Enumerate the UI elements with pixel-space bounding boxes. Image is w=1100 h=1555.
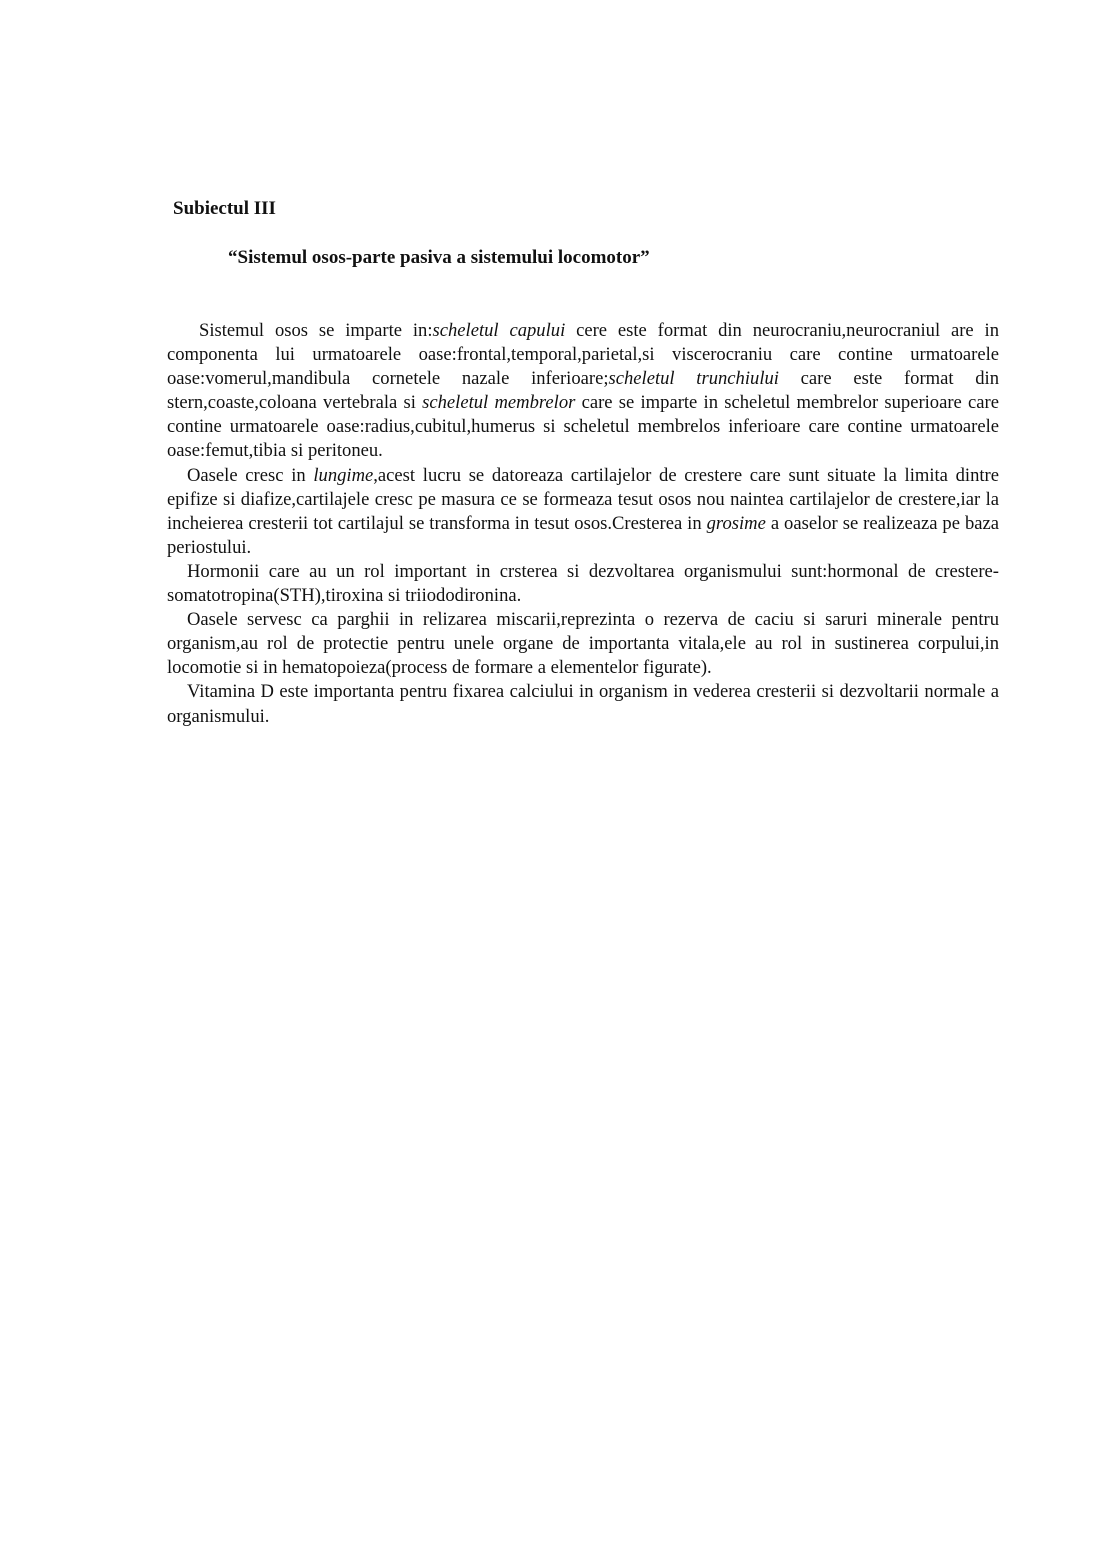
paragraph-bone-functions [167, 608, 999, 680]
paragraph-vitamin-d [167, 680, 999, 728]
text-segment: Oasele servesc ca parghii in relizarea miscarii,reprezinta o rezerva de caciu si saruri minerale pentru organism,au rol de protectie pentru unele organe de importanta vitala,ele au rol in sustinerea corpului,in locomotie si in hematopoieza(process de formare a elementelor figurate). [167, 609, 999, 679]
paragraph-hormones [167, 560, 999, 608]
text-segment: care se imparte in scheletul membrelor superioare care contine urmatoarele oase:radius,cubitul,humerus si scheletul membrelos inferioare care contine urmatoarele oase:femut,tibia si peritoneu. [167, 392, 999, 462]
text-segment: care este format din stern,coaste,coloana vertebrala si [167, 368, 1000, 414]
paragraph-bone-growth [167, 464, 999, 560]
text-segment: a oaselor se realizeaza pe baza periostului. [167, 512, 999, 558]
italic-term: lungime [313, 464, 374, 486]
paragraph-skeleton-structure [167, 319, 999, 464]
italic-term: scheletul membrelor [422, 392, 576, 414]
italic-term: scheletul trunchiului [608, 368, 779, 390]
text-segment: Sistemul osos se imparte in: [199, 320, 433, 341]
text-segment: cere este format din neurocraniu,neurocraniul are in componenta lui urmatoarele oase:frontal,temporal,parietal,si viscerocraniu care contine urmatoarele oase:vomerul,mandibula cornetele nazale inferioare; [167, 320, 999, 390]
italic-term: grosime [706, 512, 766, 534]
body-text [167, 319, 999, 729]
text-segment: ,acest lucru se datoreaza cartilajelor de crestere care sunt situate la limita dintre epifize si diafize,cartilajele cresc pe masura ce se formeaza tesut osos nou naintea cartilajelor de crestere,iar la incheierea cresterii tot cartilajul se transforma in tesut osos.Cresterea in [167, 464, 999, 534]
text-segment: Oasele cresc in [187, 464, 314, 486]
document-title: “Sistemul osos-parte pasiva a sistemului locomotor” [228, 247, 650, 268]
text-segment: Hormonii care au un rol important in crsterea si dezvoltarea organismului sunt:hormonal de crestere-somatotropina(STH),tiroxina si triiododironina. [167, 560, 999, 607]
italic-term: scheletul capului [432, 320, 566, 341]
section-heading: Subiectul III [173, 198, 276, 219]
text-segment: Vitamina D este importanta pentru fixarea calciului in organism in vederea cresterii si dezvoltarii normale a organismului. [167, 681, 999, 727]
